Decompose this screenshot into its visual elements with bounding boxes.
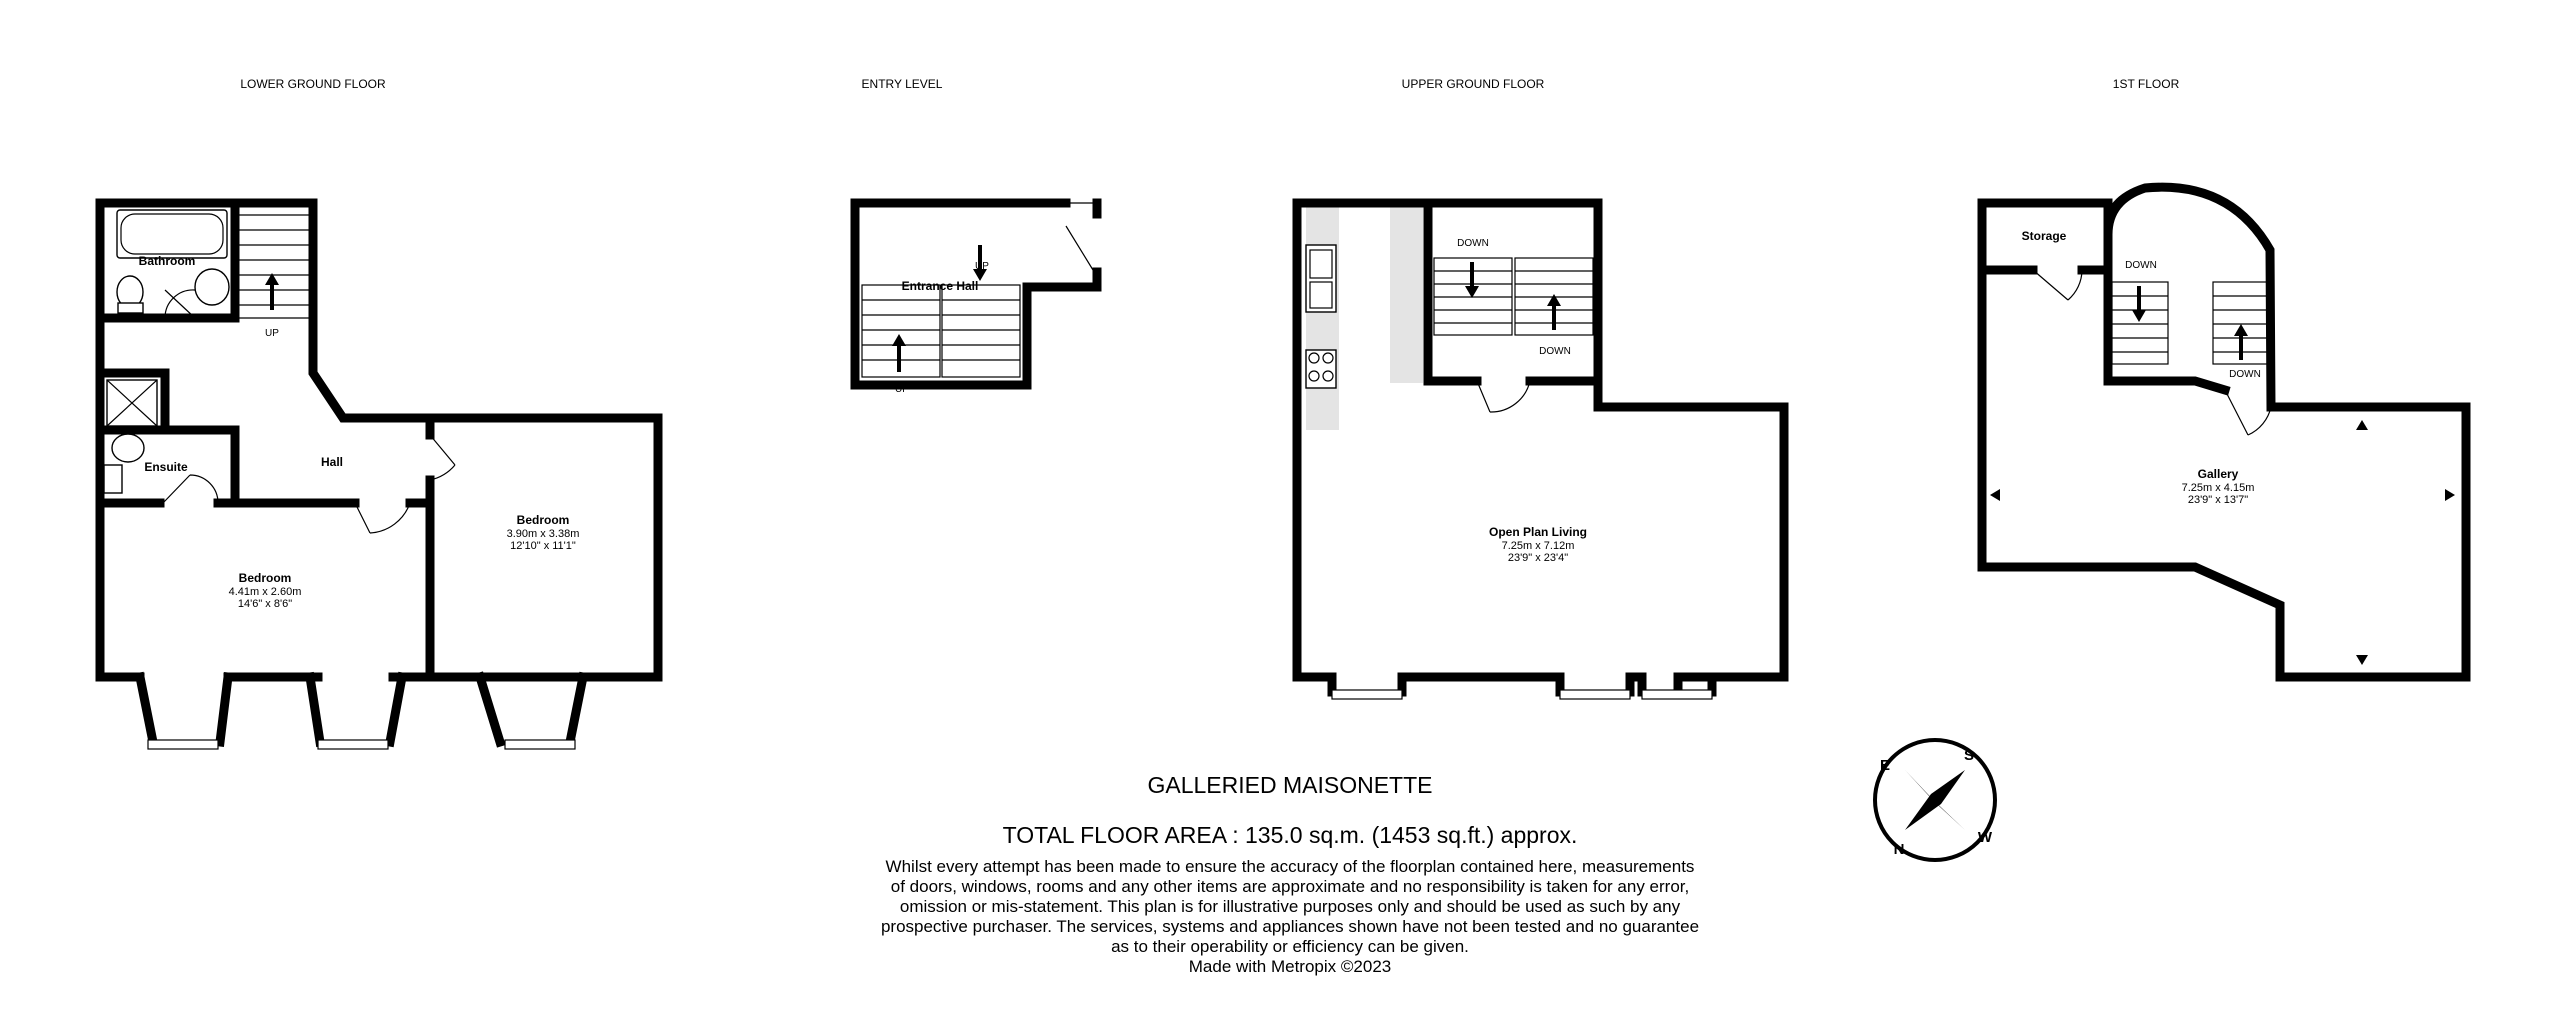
lower-ground-floor-label: LOWER GROUND FLOOR (240, 77, 386, 91)
toilet (112, 434, 144, 462)
stairs-down (1434, 238, 1593, 357)
disclaimer-line: prospective purchaser. The services, systems and appliances shown have not been tested and no guarantee (880, 917, 1700, 936)
room-dimensions-metric: 4.41m x 2.60m (228, 586, 302, 598)
entry-level (855, 77, 1097, 395)
bath (117, 210, 227, 258)
lower-ground-floor (100, 77, 658, 749)
room-name-gallery: Gallery (2197, 467, 2239, 481)
worktop (1306, 205, 1339, 430)
window (505, 740, 575, 749)
disclaimer-line: of doors, windows, rooms and any other items are approximate and no responsibility is taken for any error, (890, 877, 1690, 896)
stair-label: UP (975, 261, 989, 272)
room-dimensions-imperial: 14'6" x 8'6" (237, 598, 293, 610)
hob (1306, 350, 1336, 388)
stair-label: DOWN (2229, 369, 2261, 380)
stairs (862, 245, 1020, 395)
room-dimensions-imperial: 23'9" x 23'4" (1507, 552, 1569, 564)
compass-w: W (1977, 829, 1993, 846)
room-name-hall: Hall (320, 455, 344, 469)
window (1560, 690, 1630, 699)
basin (195, 269, 229, 305)
worktop (1390, 205, 1423, 383)
stair-label: DOWN (2125, 260, 2157, 271)
compass-n: N (1893, 841, 1905, 858)
basin (104, 465, 122, 493)
upper-ground-floor (1297, 77, 1784, 699)
disclaimer-line: as to their operability or efficiency can be given. (1111, 937, 1469, 956)
room-dimensions-metric: 7.25m x 4.15m (2181, 482, 2255, 494)
stairs-down (2112, 260, 2269, 380)
stairs-up (235, 215, 313, 339)
credit: Made with Metropix ©2023 (1188, 957, 1392, 976)
room-name-open-plan-living: Open Plan Living (1488, 525, 1588, 539)
room-name-entrance-hall: Entrance Hall (901, 279, 979, 293)
compass-s: S (1963, 747, 1975, 764)
window (148, 740, 218, 749)
window (318, 740, 388, 749)
plan-title: GALLERIED MAISONETTE (1147, 772, 1433, 798)
first-floor (1982, 77, 2466, 677)
window (1332, 690, 1402, 699)
room-dimensions-imperial: 23'9" x 13'7" (2187, 494, 2249, 506)
disclaimer-line: Whilst every attempt has been made to ensure the accuracy of the floorplan contained here, measurements (885, 857, 1695, 876)
entry-level-label: ENTRY LEVEL (861, 77, 943, 91)
first-floor-label: 1ST FLOOR (2112, 77, 2180, 91)
room-dimensions-imperial: 12'10" x 11'1" (510, 540, 576, 552)
window (1642, 690, 1712, 699)
compass-e: E (1879, 757, 1891, 774)
room-dimensions-metric: 7.25m x 7.12m (1501, 540, 1575, 552)
total-floor-area: TOTAL FLOOR AREA : 135.0 sq.m. (1453 sq.ft.) approx. (1002, 822, 1578, 848)
stair-label: DOWN (1539, 346, 1571, 357)
upper-ground-floor-label: UPPER GROUND FLOOR (1401, 77, 1545, 91)
disclaimer-line: omission or mis-statement. This plan is for illustrative purposes only and should be used as such by any (899, 897, 1681, 916)
compass-needle-icon (1905, 770, 1965, 830)
room-name-storage: Storage (2021, 229, 2067, 243)
room-name-bedroom: Bedroom (516, 513, 570, 527)
room-name-ensuite: Ensuite (144, 460, 188, 474)
compass (1875, 740, 1995, 860)
room-name-bathroom: Bathroom (138, 254, 196, 268)
disclaimer (840, 857, 1740, 957)
room-dimensions-metric: 3.90m x 3.38m (506, 528, 580, 540)
stair-label: DOWN (1457, 238, 1489, 249)
room-name-bedroom: Bedroom (238, 571, 292, 585)
stair-label: UP (265, 328, 279, 339)
stair-label: UP (895, 384, 909, 395)
